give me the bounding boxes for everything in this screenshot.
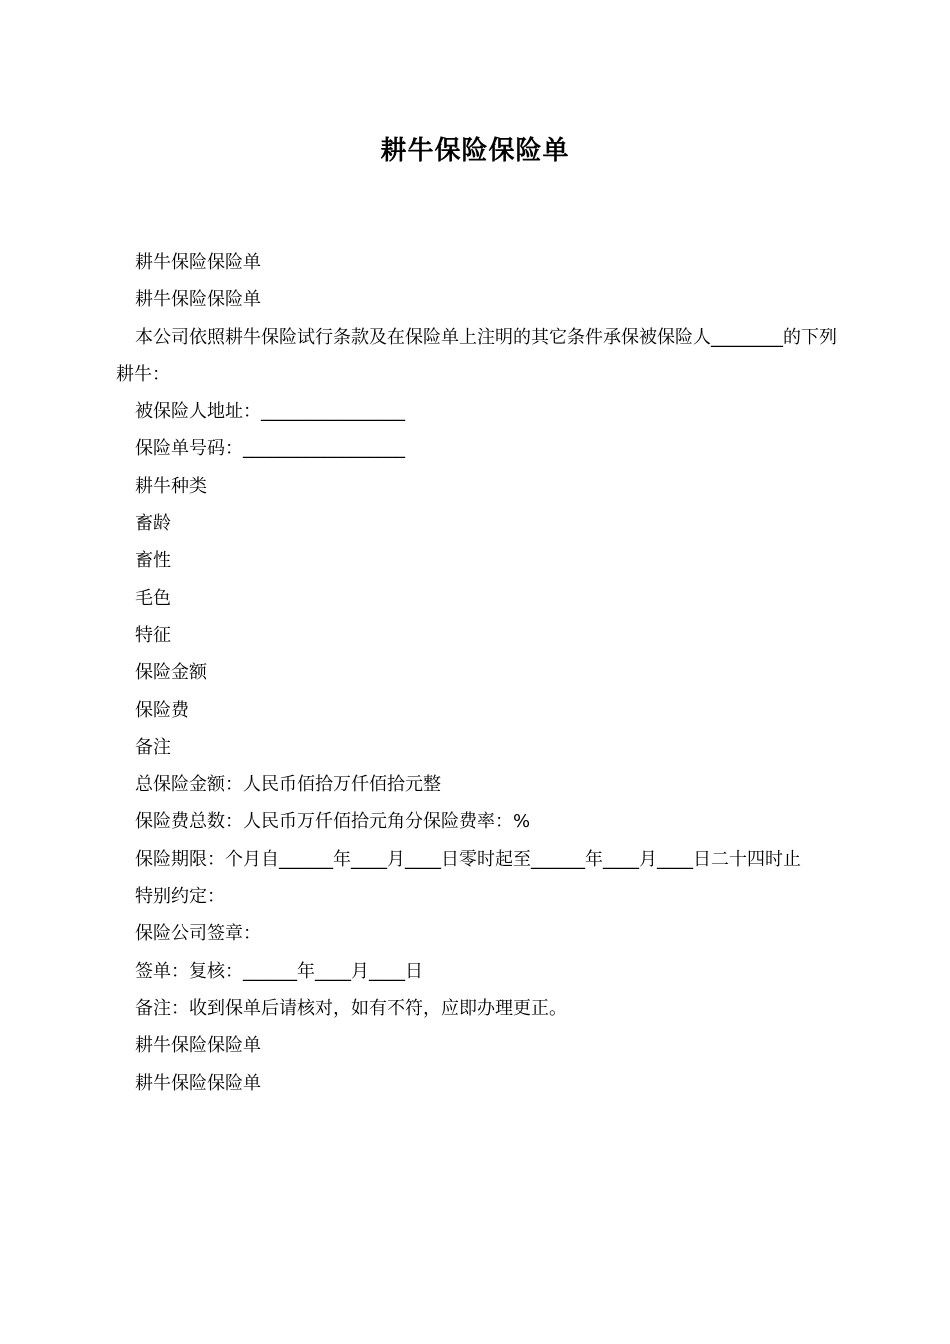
field-insured-address: 被保险人地址：________________ bbox=[135, 401, 405, 423]
field-insured-amount: 保险金额 bbox=[135, 662, 207, 684]
field-cattle-age: 畜龄 bbox=[135, 513, 171, 535]
paragraph-footer-1: 耕牛保险保险单 bbox=[135, 1035, 261, 1057]
field-features: 特征 bbox=[135, 624, 171, 646]
field-coat-color: 毛色 bbox=[135, 587, 171, 609]
field-special-agreement: 特别约定： bbox=[135, 886, 225, 908]
paragraph-header-1: 耕牛保险保险单 bbox=[135, 252, 261, 273]
field-total-insured-amount: 总保险金额：人民币佰拾万仟佰拾元整 bbox=[135, 774, 441, 796]
field-remarks: 备注 bbox=[135, 736, 171, 758]
field-policy-number: 保险单号码：__________________ bbox=[135, 438, 405, 460]
paragraph-note: 备注：收到保单后请核对，如有不符，应即办理更正。 bbox=[135, 997, 567, 1019]
field-issue-review: 签单：复核：______年____月____日 bbox=[135, 960, 423, 982]
paragraph-footer-2: 耕牛保险保险单 bbox=[135, 1072, 261, 1094]
field-cattle-type: 耕牛种类 bbox=[135, 475, 207, 497]
field-company-seal: 保险公司签章： bbox=[135, 923, 261, 945]
field-insurance-period: 保险期限：个月自______年____月____日零时起至______年____月____日二十四时止 bbox=[135, 848, 801, 870]
field-premium: 保险费 bbox=[135, 699, 189, 721]
document-body bbox=[116, 244, 838, 1102]
paragraph-insurance-statement: 本公司依照耕牛保险试行条款及在保险单上注明的其它条件承保被保险人________的下列耕牛： bbox=[116, 326, 837, 385]
field-cattle-sex: 畜性 bbox=[135, 550, 171, 572]
field-total-premium: 保险费总数：人民币万仟佰拾元角分保险费率：% bbox=[135, 811, 531, 833]
paragraph-header-2: 耕牛保险保险单 bbox=[135, 289, 261, 311]
document-title: 耕牛保险保险单 bbox=[380, 136, 570, 166]
